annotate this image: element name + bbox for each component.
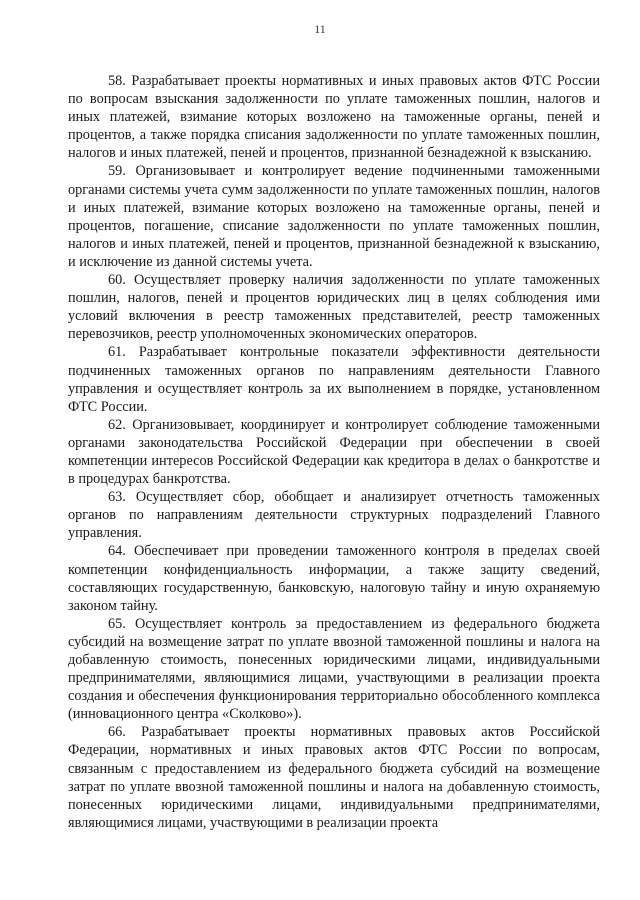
paragraph-59: 59. Организовывает и контролирует ведение подчиненными таможенными органами системы учета сумм задолженности по уплате таможенных пошлин, налогов и иных платежей, взимание которых возложено на таможенные органы, пеней и процентов, погашение, списание задолженности по уплате таможенных пошлин, налогов и иных платежей, пеней и процентов, признанной безнадежной к взысканию, и исключение из данной системы учета. bbox=[68, 163, 600, 270]
paragraph-66: 66. Разрабатывает проекты нормативных правовых актов Российской Федерации, нормативных и иных правовых актов ФТС России по вопросам, связанным с предоставлением из федерального бюджета субсидий на возмещение затрат по уплате ввозной таможенной пошлины и налога на добавленную стоимость, понесенных юридическими лицами, индивидуальными предпринимателями, являющимися лицами, участвующими в реализации проекта bbox=[68, 724, 600, 831]
paragraph-58: 58. Разрабатывает проекты нормативных и иных правовых актов ФТС России по вопросам взыскания задолженности по уплате таможенных пошлин, налогов и иных платежей, взимание которых возложено на таможенные органы, пеней и процентов, а также порядка списания задолженности по уплате таможенных пошлин, налогов и иных платежей, пеней и процентов, признанной безнадежной к взысканию. bbox=[68, 73, 600, 162]
paragraph-60: 60. Осуществляет проверку наличия задолженности по уплате таможенных пошлин, налогов, пеней и процентов юридических лиц в целях соблюдения ими условий включения в реестр таможенных представителей, реестр таможенных перевозчиков, реестр уполномоченных экономических операторов. bbox=[68, 272, 600, 343]
page-number: 11 bbox=[314, 22, 326, 36]
paragraph-63: 63. Осуществляет сбор, обобщает и анализирует отчетность таможенных органов по направлениям деятельности структурных подразделений Главного управления. bbox=[68, 489, 600, 542]
document-body bbox=[68, 72, 600, 832]
paragraph-64: 64. Обеспечивает при проведении таможенного контроля в пределах своей компетенции конфиденциальность информации, а также защиту сведений, составляющих государственную, банковскую, налоговую тайну и иную охраняемую законом тайну. bbox=[68, 543, 600, 614]
paragraph-61: 61. Разрабатывает контрольные показатели эффективности деятельности подчиненных таможенных органов по направлениям деятельности Главного управления и осуществляет контроль за их выполнением в порядке, установленном ФТС России. bbox=[68, 344, 600, 415]
paragraph-62: 62. Организовывает, координирует и контролирует соблюдение таможенными органами законодательства Российской Федерации при обеспечении в своей компетенции интересов Российской Федерации как кредитора в делах о банкротстве и в процедурах банкротства. bbox=[68, 416, 600, 488]
paragraph-65: 65. Осуществляет контроль за предоставлением из федерального бюджета субсидий на возмещение затрат по уплате ввозной таможенной пошлины и налога на добавленную стоимость, понесенных юридическими лицами, индивидуальными предпринимателями, являющимися лицами, участвующими в реализации проекта создания и обеспечения функционирования территориально обособленного комплекса (инновационного центра «Сколково»). bbox=[68, 615, 600, 723]
